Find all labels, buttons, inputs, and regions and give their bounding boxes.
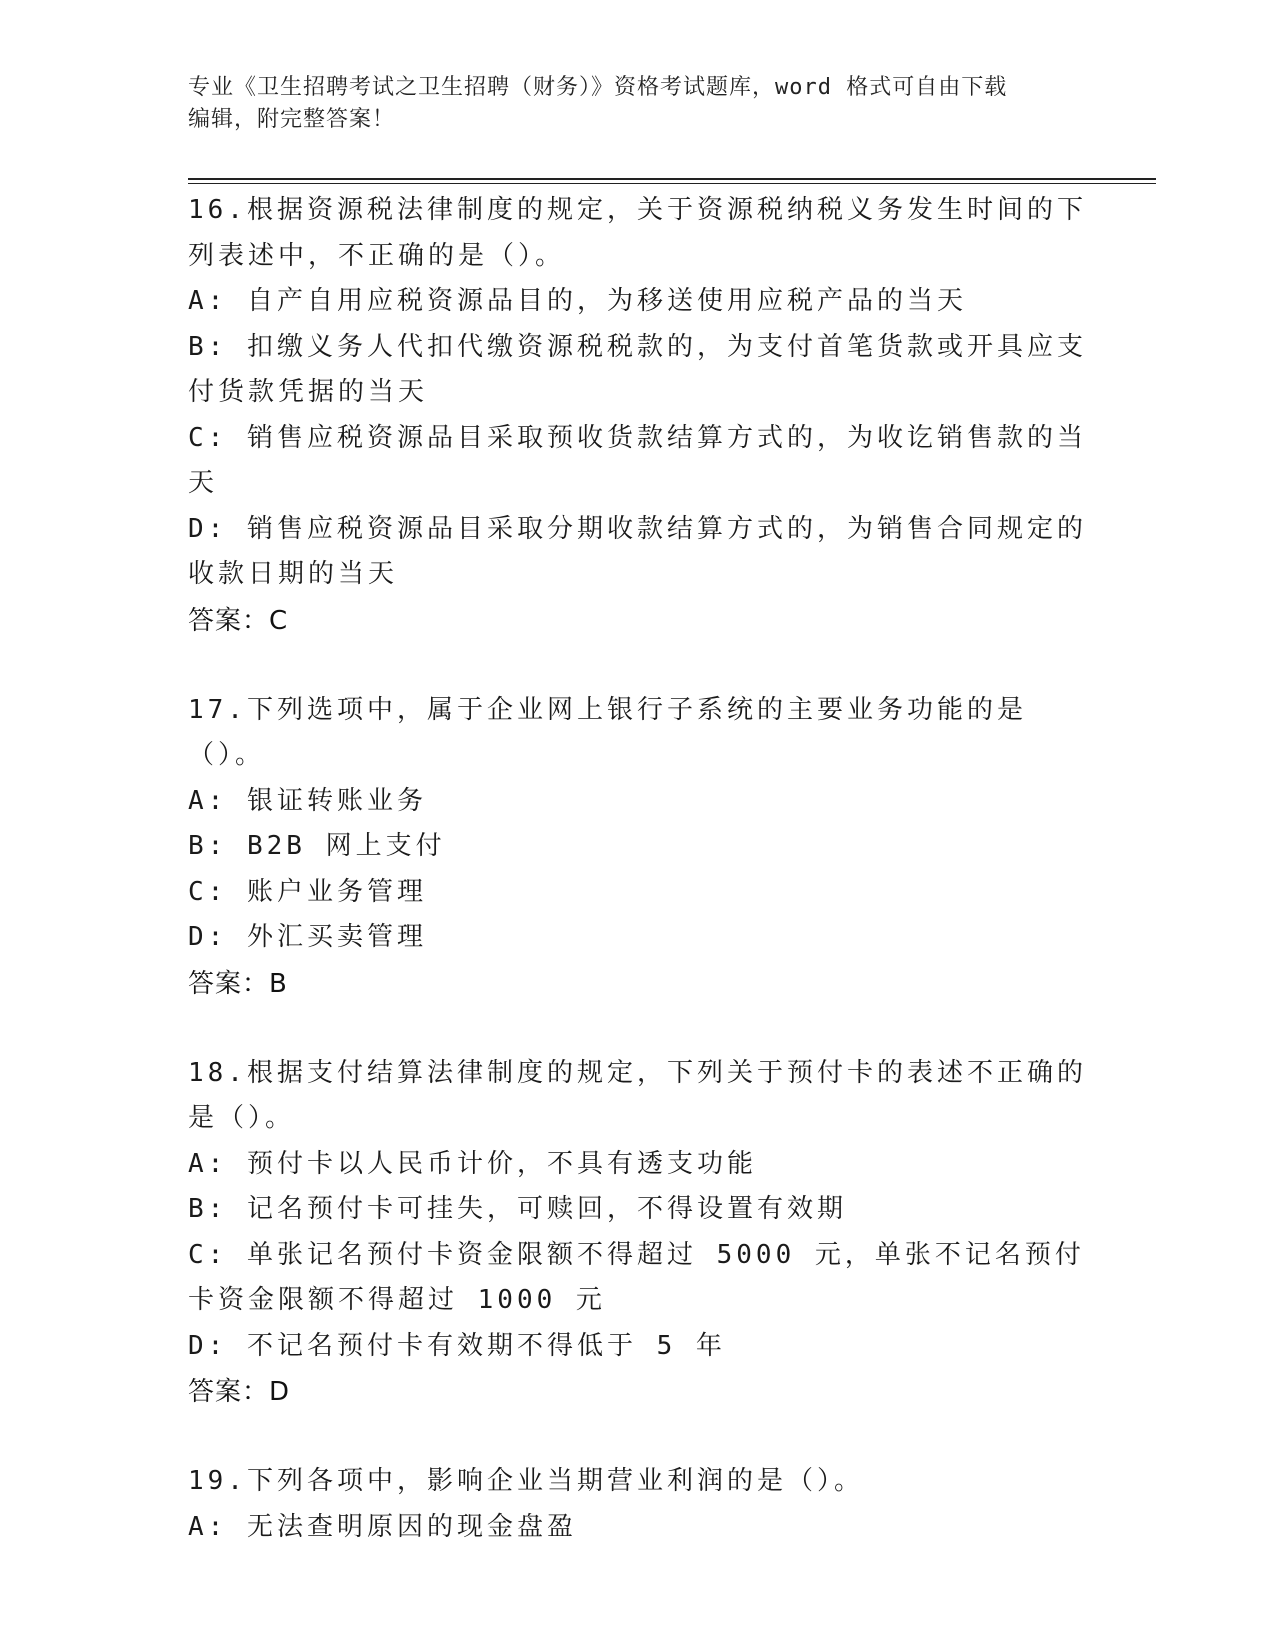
question-stem: 19.下列各项中，影响企业当期营业利润的是（）。 bbox=[188, 1466, 864, 1496]
option-b: B: 记名预付卡可挂失，可赎回，不得设置有效期 bbox=[188, 1194, 847, 1224]
question-stem: 16.根据资源税法律制度的规定，关于资源税纳税义务发生时间的下列表述中，不正确的是（）。 bbox=[188, 195, 1087, 271]
question-stem: 18.根据支付结算法律制度的规定，下列关于预付卡的表述不正确的是（）。 bbox=[188, 1057, 1087, 1133]
option-b: B: B2B 网上支付 bbox=[188, 831, 446, 861]
option-a: A: 银证转账业务 bbox=[188, 785, 427, 816]
option-c: C: 单张记名预付卡资金限额不得超过 5000 元，单张不记名预付卡资金限额不得超过 1000 元 bbox=[188, 1239, 1085, 1315]
option-c: C: 账户业务管理 bbox=[188, 876, 427, 907]
option-b: B: 扣缴义务人代扣代缴资源税税款的，为支付首笔货款或开具应支付货款凭据的当天 bbox=[188, 331, 1087, 407]
option-a: A: 预付卡以人民币计价，不具有透支功能 bbox=[188, 1148, 757, 1179]
question-list bbox=[188, 188, 1088, 1550]
question-16 bbox=[188, 188, 1088, 644]
question-17 bbox=[188, 688, 1088, 1007]
option-d: D: 不记名预付卡有效期不得低于 5 年 bbox=[188, 1330, 726, 1361]
document-header bbox=[188, 72, 1068, 136]
header-divider-thick bbox=[188, 178, 1156, 180]
option-d: D: 销售应税资源品目采取分期收款结算方式的，为销售合同规定的收款日期的当天 bbox=[188, 513, 1087, 589]
answer: 答案：D bbox=[188, 1377, 291, 1407]
option-a: A: 无法查明原因的现金盘盈 bbox=[188, 1511, 577, 1542]
answer: 答案：B bbox=[188, 968, 288, 999]
question-stem: 17.下列选项中，属于企业网上银行子系统的主要业务功能的是（）。 bbox=[188, 694, 1027, 770]
option-d: D: 外汇买卖管理 bbox=[188, 922, 427, 952]
answer: 答案：C bbox=[188, 605, 289, 636]
header-line-1: 专业《卫生招聘考试之卫生招聘（财务）》资格考试题库，word 格式可自由下载 bbox=[188, 75, 1008, 100]
question-18 bbox=[188, 1051, 1088, 1416]
option-a: A: 自产自用应税资源品目的，为移送使用应税产品的当天 bbox=[188, 286, 967, 316]
header-line-2: 编辑，附完整答案！ bbox=[188, 107, 396, 132]
header-divider-thin bbox=[188, 183, 1156, 184]
option-c: C: 销售应税资源品目采取预收货款结算方式的，为收讫销售款的当天 bbox=[188, 422, 1087, 498]
question-19 bbox=[188, 1459, 1088, 1550]
